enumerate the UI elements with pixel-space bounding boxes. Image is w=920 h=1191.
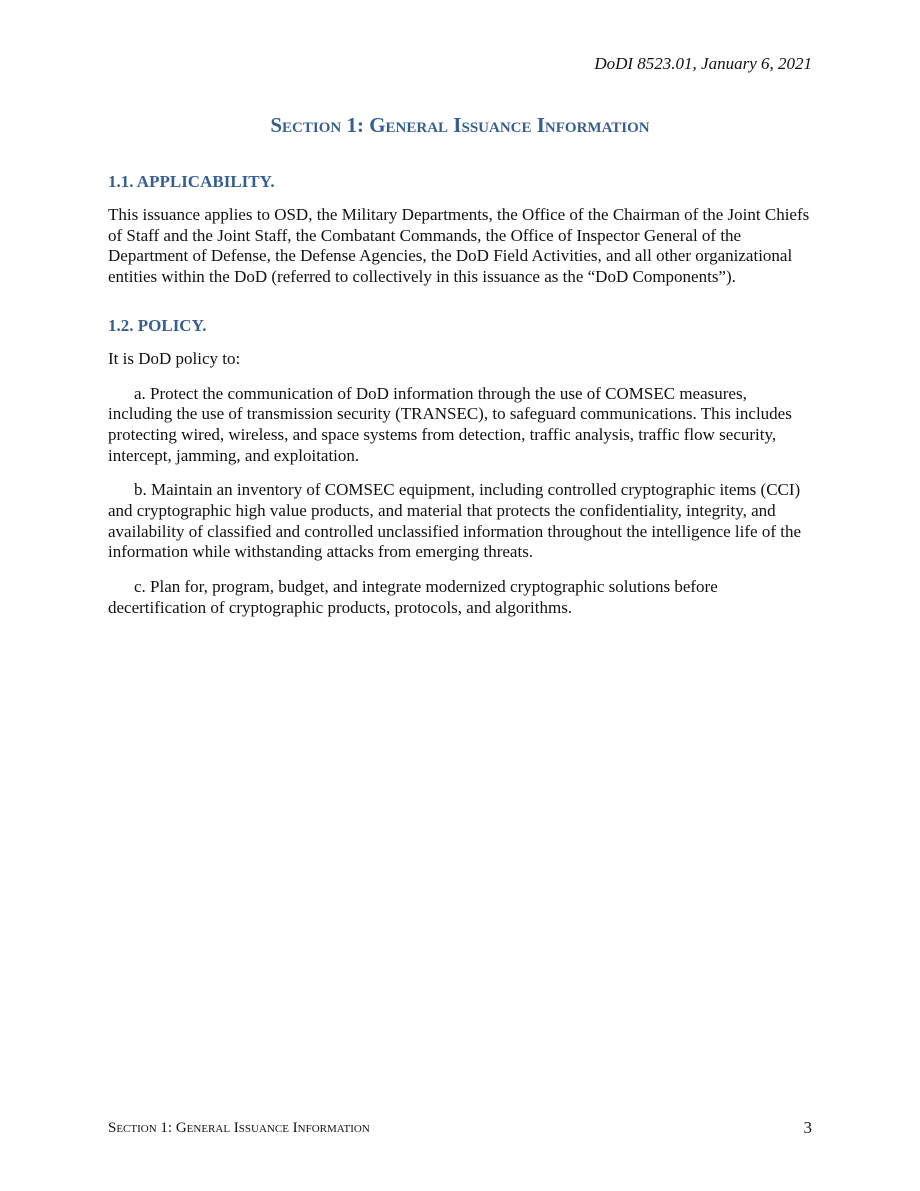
policy-heading: 1.2. POLICY. xyxy=(108,315,207,335)
policy-intro: It is DoD policy to: xyxy=(108,348,241,368)
policy-item-b: b. Maintain an inventory of COMSEC equipment, including controlled cryptographic items (CCI) and cryptographic high value products, and material that protects the confidentiality, integrity, and availability of classified and controlled unclassified information throughout the intelligence life of the information while withstanding attacks from emerging threats. xyxy=(108,480,802,562)
section-title: Section 1: General Issuance Information xyxy=(270,113,650,137)
policy-item-a: a. Protect the communication of DoD information through the use of COMSEC measures, including the use of transmission security (TRANSEC), to safeguard communications. This includes protecting wired, wireless, and space systems from detection, traffic analysis, traffic flow security, intercept, jamming, and exploitation. xyxy=(108,383,792,465)
page-number: 3 xyxy=(803,1118,812,1137)
document-reference-header: DoDI 8523.01, January 6, 2021 xyxy=(594,54,812,73)
policy-item-c: c. Plan for, program, budget, and integrate modernized cryptographic solutions before decertification of cryptographic products, protocols, and algorithms. xyxy=(108,577,718,617)
document-body xyxy=(108,172,812,619)
footer-section-title: Section 1: General Issuance Information xyxy=(108,1120,370,1136)
applicability-heading: 1.1. APPLICABILITY. xyxy=(108,172,275,191)
applicability-paragraph: This issuance applies to OSD, the Military Departments, the Office of the Chairman of the Joint Chiefs of Staff and the Joint Staff, the Combatant Commands, the Office of Inspector General of the Department of Defense, the Defense Agencies, the DoD Field Activities, and all other organizational entities within the DoD (referred to collectively in this issuance as the “DoD Components”). xyxy=(108,205,810,287)
